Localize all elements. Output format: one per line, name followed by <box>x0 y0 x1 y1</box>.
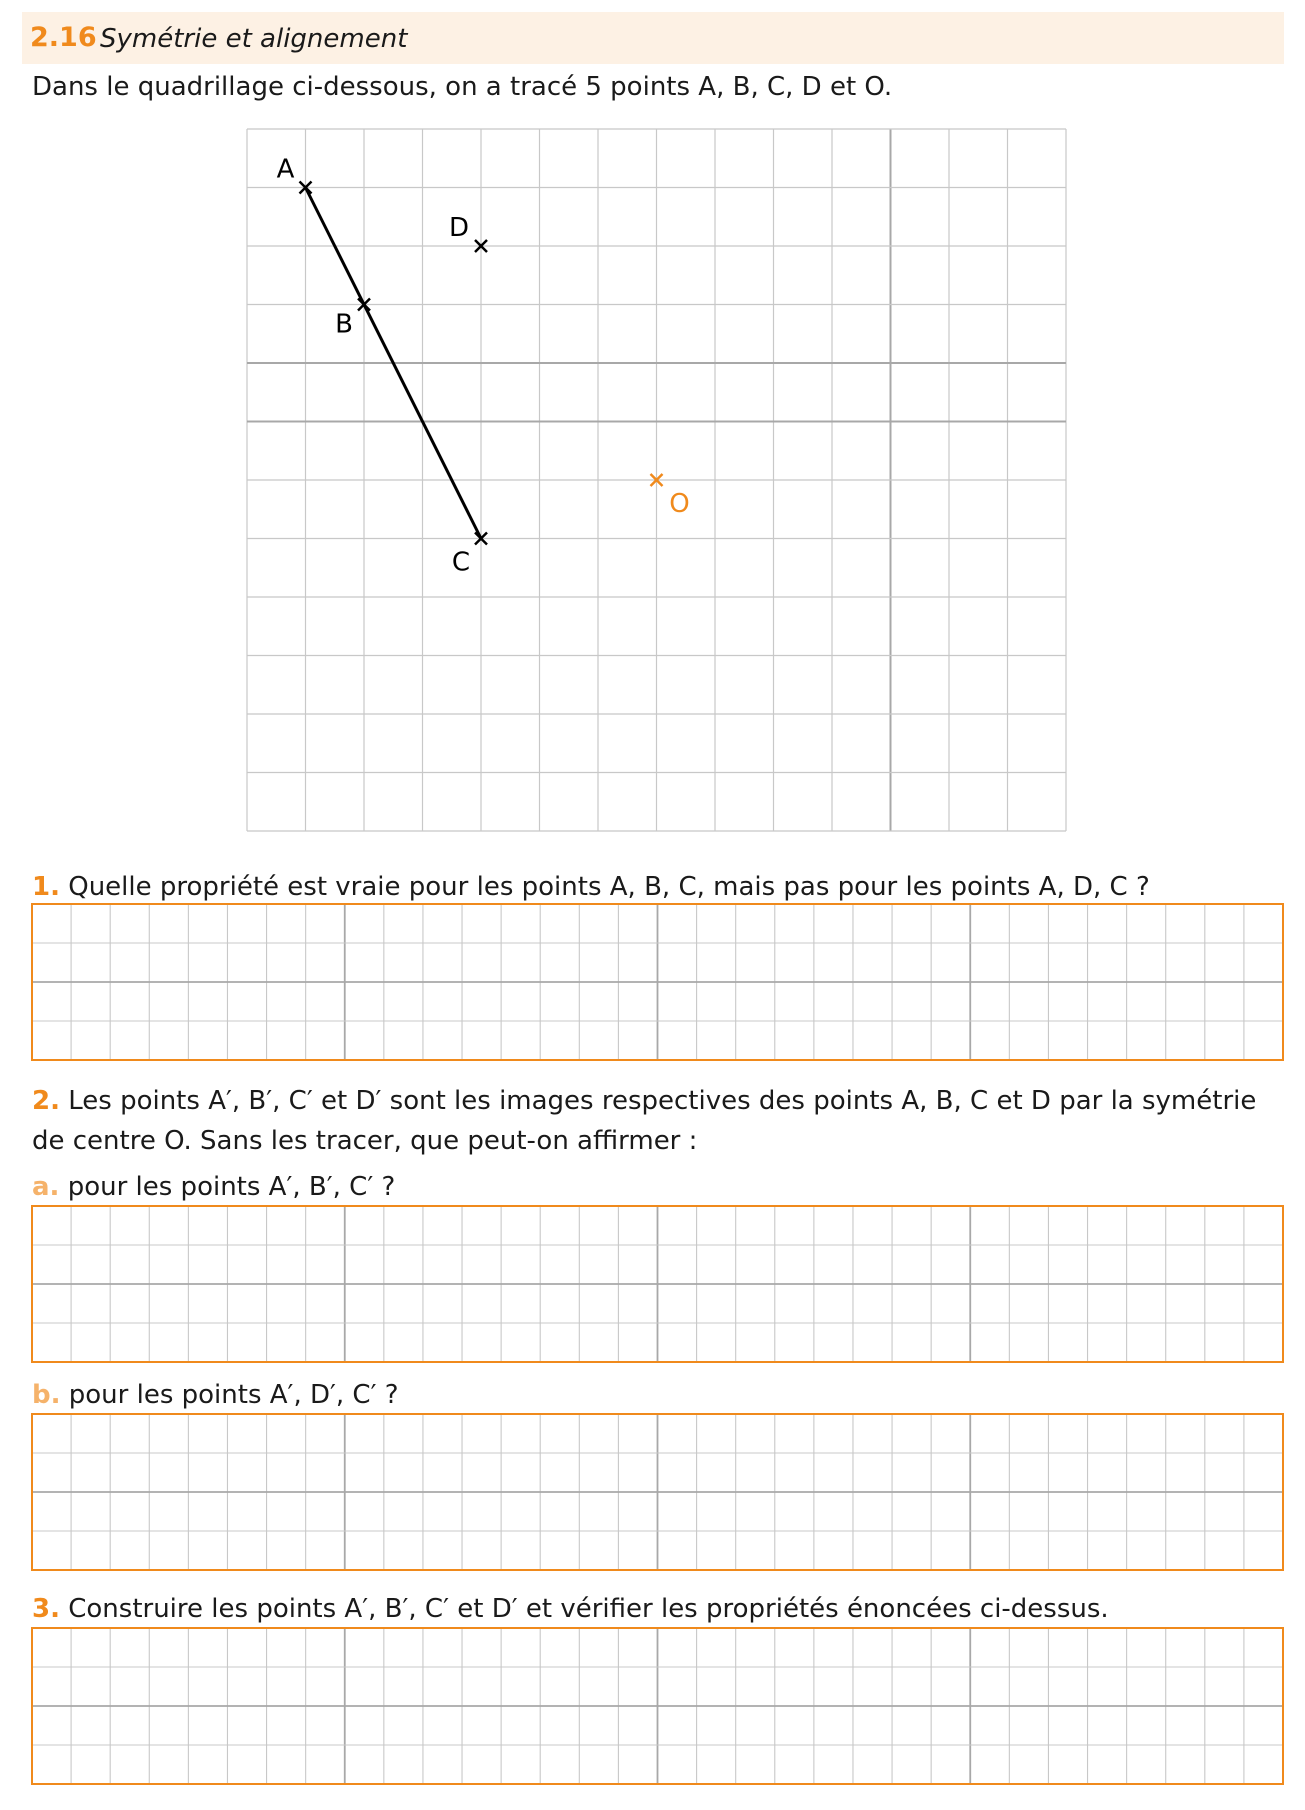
exercise-title: Symétrie et alignement <box>100 24 408 54</box>
question-2-text-1: Les points A′, B′, C′ et D′ sont les images respectives des points A, B, C et D par la symétrie <box>68 1086 1257 1116</box>
question-3-number: 3. <box>32 1594 60 1624</box>
question-2a <box>32 1168 395 1206</box>
point-o-label: O <box>669 489 690 519</box>
question-2a-text: pour les points A′, B′, C′ ? <box>67 1172 396 1202</box>
points-layer <box>277 155 690 578</box>
intro-text: Dans le quadrillage ci-dessous, on a tracé 5 points A, B, C, D et O. <box>32 72 893 102</box>
point-d-label: D <box>448 213 470 243</box>
question-2-line-2: de centre O. Sans les tracer, que peut-on affirmer : <box>32 1126 698 1156</box>
point-c <box>452 533 487 578</box>
question-2-number: 2. <box>32 1086 60 1116</box>
question-2a-number: a. <box>32 1172 60 1202</box>
question-2b-text: pour les points A′, D′, C′ ? <box>68 1380 399 1410</box>
answer-grids <box>32 904 1283 1784</box>
exercise-number: 2.16 <box>30 22 97 53</box>
question-3 <box>32 1590 1109 1628</box>
answer-box-2a <box>32 1206 1283 1362</box>
answer-box-1 <box>32 904 1283 1060</box>
point-b-label: B <box>335 309 353 340</box>
question-3-text: Construire les points A′, B′, C′ et D′ et vérifier les propriétés énoncées ci-dessus. <box>68 1594 1109 1624</box>
answer-box-3 <box>32 1628 1283 1784</box>
question-1-number: 1. <box>32 872 60 902</box>
question-1-text: Quelle propriété est vraie pour les points A, B, C, mais pas pour les points A, D, C ? <box>68 872 1150 902</box>
point-a-label: A <box>276 154 295 185</box>
question-2-line-1 <box>32 1082 1256 1120</box>
point-c-label: C <box>451 547 471 578</box>
question-2b <box>32 1376 399 1414</box>
question-1 <box>32 868 1150 906</box>
answer-box-2b <box>32 1414 1283 1570</box>
question-2b-number: b. <box>32 1380 61 1410</box>
